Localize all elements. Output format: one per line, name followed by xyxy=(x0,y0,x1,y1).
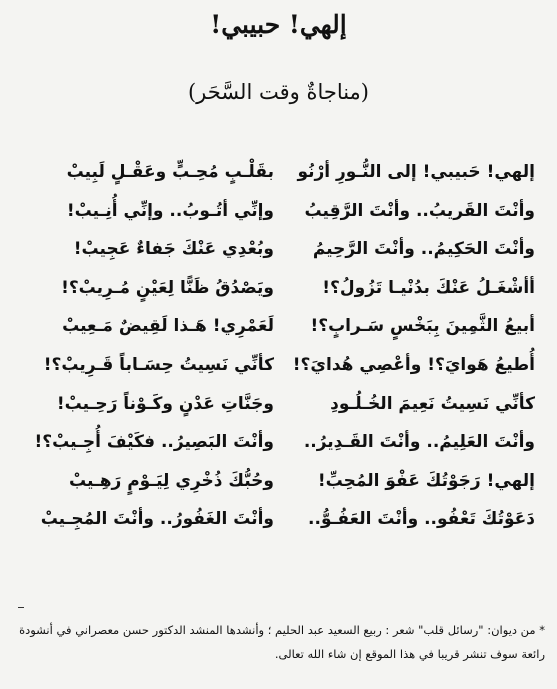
verse-first-hemistich: كأنِّي نَسِيتُ نَعِيمَ الخُـلُـودِ xyxy=(330,393,535,414)
verse xyxy=(0,389,557,428)
verse-first-hemistich: وأنْتَ العَلِيمُ.. وأنْتَ القَـدِيرُ.. xyxy=(303,432,535,453)
verse-second-hemistich: لَعَمْرِي! هَـذا لَقِيضٌ مَـعِيبْ xyxy=(62,316,274,337)
poem-title: إلهي! حبيبي! xyxy=(210,10,347,39)
footnote-divider xyxy=(18,607,24,608)
footnote: * من ديوان: "رسائل قلب" شعر : ربيع السعيد عبد الحليم ؛ وأنشدها المنشد الدكتور حسن معصراني في أنشودة رائعة سوف تنشر قريبا في هذا الموقع إن شاء الله تعالى. xyxy=(19,623,545,661)
verse xyxy=(0,273,557,312)
verse-first-hemistich: إلهي! رَجَوْتُكَ عَفْوَ المُحِبِّ! xyxy=(317,470,535,491)
verse xyxy=(0,504,557,543)
poem-body xyxy=(0,157,557,543)
poem-subtitle: (مناجاةٌ وقت السَّحَر) xyxy=(187,80,369,104)
verse-first-hemistich: وأنْتَ القَريبُ.. وأنْتَ الرَّقِيبُ xyxy=(304,200,535,221)
verse-second-hemistich: ويَصْدُقُ ظَنًّا لِعَيْنٍ مُـرِيبْ؟! xyxy=(61,277,274,298)
verse xyxy=(0,350,557,389)
verse-second-hemistich: كأنِّي نَسِيتُ حِسَـاباً قَـرِيبْ؟! xyxy=(43,354,274,375)
verse xyxy=(0,311,557,350)
verse xyxy=(0,234,557,273)
verse-first-hemistich: وأنْتَ الحَكِيمُ.. وأنْتَ الرَّحِيمُ xyxy=(312,239,535,260)
verse-second-hemistich: وأنْتَ البَصِيرُ.. فكَيْفَ أُجِـيبْ؟! xyxy=(34,432,274,453)
verse-second-hemistich: وحُبُّكَ ذُخْرِي لِيَـوْمٍ رَهِـيبْ xyxy=(68,470,274,491)
verse-first-hemistich: أأشْغَـلُ عَنْكَ بدُنْيـا تَزُولُ؟! xyxy=(322,277,535,298)
verse-first-hemistich: دَعَوْتُكَ تَعْفُو.. وأنْتَ العَفُـوُّ.. xyxy=(308,509,535,530)
verse-second-hemistich: وأنْتَ الغَفُورُ.. وأنْتَ المُجِـيبْ xyxy=(40,509,274,530)
verse-second-hemistich: بقَلْـبٍ مُحِـبٍّ وعَقْـلٍ لَبِيبْ xyxy=(66,162,274,182)
verse-second-hemistich: وجَنَّاتِ عَدْنٍ وكَـوْناً رَحِـيبْ! xyxy=(56,393,274,414)
verse xyxy=(0,157,557,196)
verse-first-hemistich: إلهي! حَبيبي! إلى النُّـورِ أرْنُو xyxy=(297,162,535,182)
verse-first-hemistich: أبيعُ الثَّمِينَ بِبَخْسٍ سَـرابٍ؟! xyxy=(310,316,535,337)
verse xyxy=(0,427,557,466)
verse-second-hemistich: وإنِّي أتُـوبُ.. وإنِّي أُنِـيبْ! xyxy=(66,200,274,221)
verse-first-hemistich: أُطيعُ هَوايَ؟! وأعْصِي هُدايَ؟! xyxy=(292,354,535,375)
verse-second-hemistich: وبُعْدِي عَنْكَ جَفاءٌ عَجِيبْ! xyxy=(73,239,274,260)
verse xyxy=(0,196,557,235)
verse xyxy=(0,466,557,505)
